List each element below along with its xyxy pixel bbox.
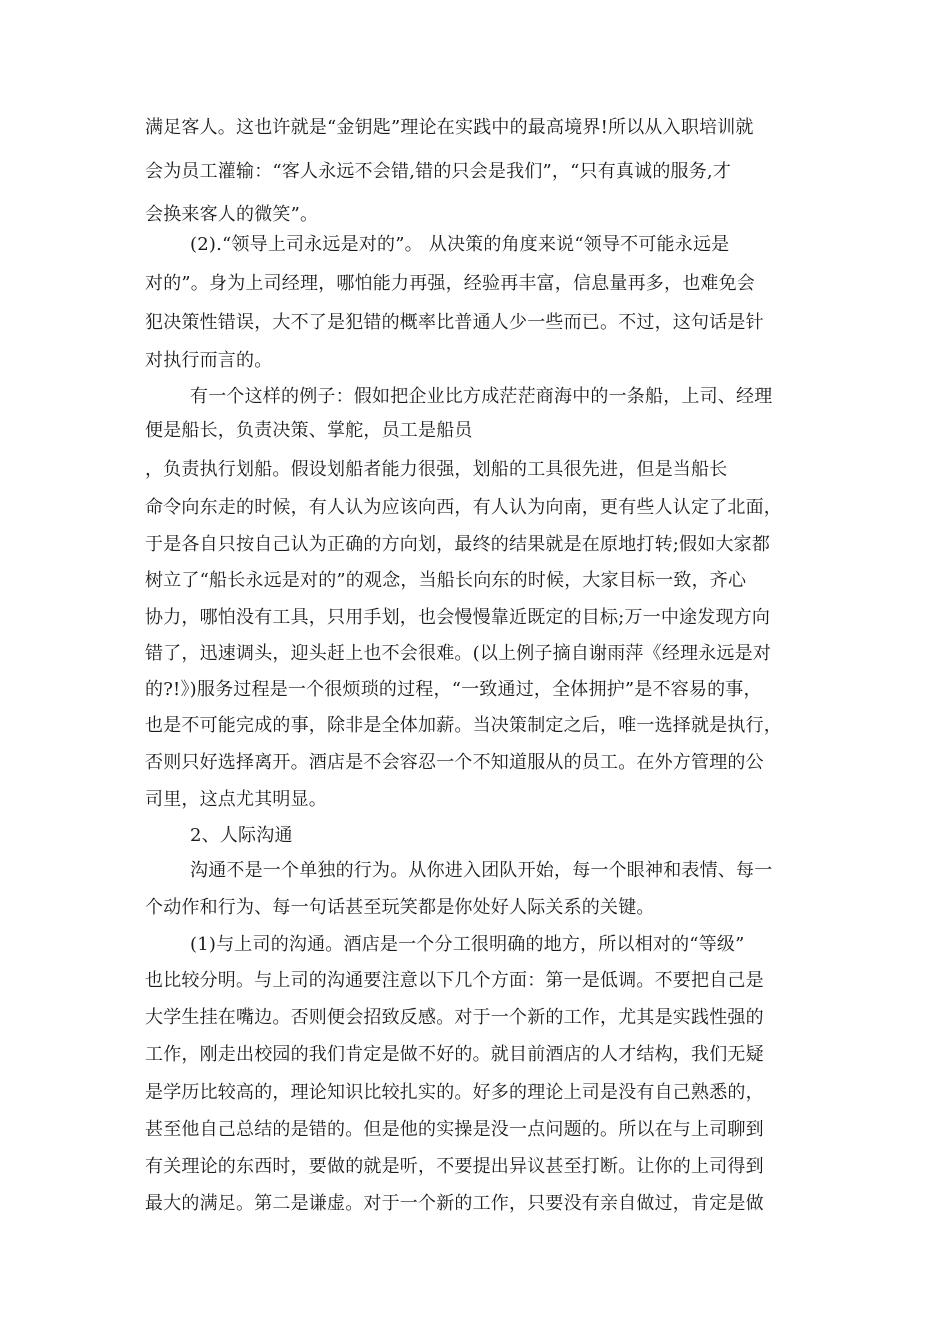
paragraph-start-line: 有一个这样的例子：假如把企业比方成茫茫商海中的一条船，上司、经理 <box>190 386 773 407</box>
text-line: 有关理论的东西时，要做的就是听，不要提出异议甚至打断。让你的上司得到 <box>145 1156 764 1177</box>
paragraph-start-line: 沟通不是一个单独的行为。从你进入团队开始，每一个眼神和表情、每一 <box>190 860 773 881</box>
text-line: 否则只好选择离开。酒店是不会容忍一个不知道服从的员工。在外方管理的公 <box>145 752 764 773</box>
text-line: 是学历比较高的，理论知识比较扎实的。好多的理论上司是没有自己熟悉的， <box>145 1082 764 1103</box>
text-line: 会换来客人的微笑”。 <box>145 204 319 225</box>
section-heading: 2、人际沟通 <box>190 825 293 846</box>
text-line: 树立了“船长永远是对的”的观念，当船长向东的时候，大家目标一致，齐心 <box>145 570 747 591</box>
text-line: 命令向东走的时候，有人认为应该向西，有人认为向南，更有些人认定了北面， <box>145 497 782 518</box>
text-line: 满足客人。这也许就是“金钥匙”理论在实践中的最高境界!所以从入职培训就 <box>145 117 754 138</box>
text-line: 对的”。身为上司经理，哪怕能力再强，经验再丰富，信息量再多，也难免会 <box>145 273 755 294</box>
text-line: 也是不可能完成的事，除非是全体加薪。当决策制定之后，唯一选择就是执行， <box>145 715 782 736</box>
text-line: ，负责执行划船。假设划船者能力很强，划船的工具很先进，但是当船长 <box>145 459 728 480</box>
text-line: 错了，迅速调头，迎头赶上也不会很难。(以上例子摘自谢雨萍《经理永远是对 <box>145 643 772 664</box>
text-line: 协力，哪怕没有工具，只用手划，也会慢慢靠近既定的目标;万一中途发现方向 <box>145 607 771 628</box>
text-line: 的?!》)服务过程是一个很烦琐的过程，“一致通过，全体拥护”是不容易的事， <box>145 679 762 700</box>
paragraph-start-line: (1)与上司的沟通。酒店是一个分工很明确的地方，所以相对的“等级” <box>190 934 745 955</box>
text-line: 甚至他自己总结的是错的。但是他的实操是没一点问题的。所以在与上司聊到 <box>145 1119 764 1140</box>
text-line: 司里，这点尤其明显。 <box>145 789 327 810</box>
text-line: 对执行而言的。 <box>145 350 273 371</box>
paragraph-start-line: (2).“领导上司永远是对的”。 从决策的角度来说“领导不可能永远是 <box>190 234 730 255</box>
text-line: 最大的满足。第二是谦虚。对于一个新的工作，只要没有亲自做过，肯定是做 <box>145 1193 764 1214</box>
text-line: 会为员工灌输：“客人永远不会错,错的只会是我们”，“只有真诚的服务,才 <box>145 161 732 182</box>
text-line: 便是船长，负责决策、掌舵，员工是船员 <box>145 420 473 441</box>
text-line: 工作，刚走出校园的我们肯定是做不好的。就目前酒店的人才结构，我们无疑 <box>145 1044 764 1065</box>
text-line: 于是各自只按自己认为正确的方向划，最终的结果就是在原地打转;假如大家都 <box>145 534 771 555</box>
text-line: 个动作和行为、每一句话甚至玩笑都是你处好人际关系的关键。 <box>145 897 655 918</box>
text-line: 大学生挂在嘴边。否则便会招致反感。对于一个新的工作，尤其是实践性强的 <box>145 1007 764 1028</box>
text-line: 也比较分明。与上司的沟通要注意以下几个方面：第一是低调。不要把自己是 <box>145 970 764 991</box>
text-line: 犯决策性错误，大不了是犯错的概率比普通人少一些而已。不过，这句话是针 <box>145 312 764 333</box>
